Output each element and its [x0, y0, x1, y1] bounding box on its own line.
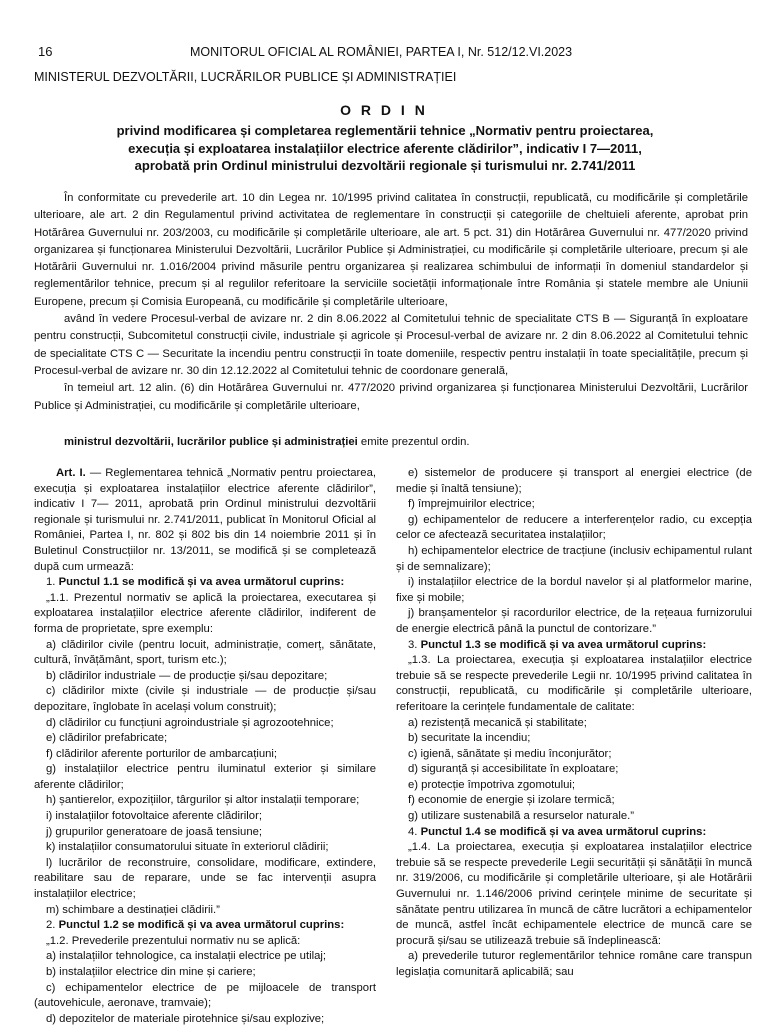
list-item: g) echipamentelor de reducere a interferențelor radio, cu excepția celor ce afectează securitatea instalațiilor;: [396, 513, 752, 542]
list-item: g) utilizare sustenabilă a resurselor naturale.”: [408, 810, 635, 823]
list-item: f) economie de energie și izolare termică;: [408, 794, 615, 807]
list-item: e) clădirilor prefabricate;: [46, 732, 168, 745]
list-item: c) echipamentelor electrice de pe mijloacele de transport (autovehicule, aeronave, tramvaie);: [34, 981, 376, 1010]
point-heading: [34, 918, 376, 934]
list-item: e) sistemelor de producere și transport al energiei electrice (de medie și înaltă tensiune);: [396, 467, 752, 495]
list-item: f) clădirilor aferente porturilor de ambarcațiuni;: [46, 747, 278, 760]
list-item: j) branșamentelor și racordurilor electrice, de la rețeaua furnizorului de energie electrică până la punctul de contorizare.”: [396, 607, 752, 635]
preamble: [34, 190, 748, 415]
list-item: b) clădirilor industriale — de producție și/sau depozitare;: [46, 669, 328, 682]
issuing-text: emite prezentul ordin.: [357, 436, 470, 448]
point-heading-text: Punctul 1.1 se modifică și va avea următorul cuprins:: [58, 576, 345, 589]
preamble-paragraph: În conformitate cu prevederile art. 10 din Legea nr. 10/1995 privind calitatea în construcții, republicată, cu modificările și completările ulterioare, ale art. 2 din Regulamentul privind activitatea de reglementare în construcții și categoriile de cheltuieli aferente, aprobat prin Hotărârea Guvernului nr. 203/2003, cu modificările și completările ulterioare, ale art. 5 pct. 31) din Hotărârea Guvernului nr. 477/2020 privind organizarea și funcționarea Ministerului Dezvoltării, Lucrărilor Publice și Administrației, cu modificările și completările ulterioare, precum și ale Hotărârii Guvernului nr. 1.016/2004 privind măsurile pentru organizarea și realizarea schimbului de informații în domeniul standardelor și reglementărilor tehnice, precum și al regulilor referitoare la serviciile societății informaționale între România și statele membre ale Uniunii Europene, precum și Comisia Europeană, cu modificările și completările ulterioare,: [34, 192, 748, 308]
list-item: a) rezistență mecanică și stabilitate;: [408, 716, 587, 729]
page-number: 16: [38, 44, 53, 59]
right-column: [396, 466, 752, 981]
point-number: 3.: [408, 638, 421, 651]
item-list: [396, 466, 752, 638]
item-list: [396, 716, 752, 825]
list-item: d) depozitelor de materiale pirotehnice și/sau explozive;: [46, 1012, 325, 1025]
point-number: 2.: [46, 919, 59, 932]
list-item: a) clădirilor civile (pentru locuit, administrație, comerț, sănătate, cultură, învățământ, sport, turism etc.);: [34, 638, 376, 667]
list-item: h) șantierelor, expozițiilor, târgurilor și altor instalații temporare;: [46, 794, 360, 807]
list-item: b) securitate la incendiu;: [408, 732, 531, 745]
list-item: c) clădirilor mixte (civile și industriale — de producție și/sau depozitare, înglobate în același volum construit);: [34, 685, 376, 713]
point-heading: [396, 825, 752, 841]
item-list: [34, 638, 376, 919]
list-item: d) siguranță și accesibilitate în exploatare;: [408, 763, 619, 776]
subtitle-line: aprobată prin Ordinul ministrului dezvoltării regionale și turismului nr. 2.741/2011: [134, 158, 636, 173]
item-list: [396, 949, 752, 980]
list-item: e) protecție împotriva zgomotului;: [408, 778, 576, 791]
list-item: j) grupurilor generatoare de joasă tensiune;: [46, 825, 263, 838]
list-item: d) clădirilor cu funcțiuni agroindustriale și agrozootehnice;: [46, 716, 334, 729]
list-item: i) instalațiilor fotovoltaice aferente clădirilor;: [46, 810, 262, 823]
document-subtitle: [40, 122, 730, 175]
list-item: l) lucrărilor de reconstruire, consolidare, modificare, extindere, reabilitare sau de reparare, unde se fac intervenții asupra instalațiilor electrice;: [34, 856, 376, 901]
item-list: [34, 949, 376, 1027]
article-text: — Reglementarea tehnică „Normativ pentru proiectarea, execuția și exploatarea instalațiilor electrice aferente clădirilor”, indicativ I 7— 2011, aprobată prin Ordinul ministrului dezvoltării regionale și turismului nr. 2.741/2011, publicat în Monitorul Oficial al României, Partea I, nr. 802 și 802 bis din 14 noiembrie 2011 și în Buletinul Construcțiilor nr. 13/2011, se modifică și se completează după cum urmează:: [34, 467, 376, 573]
subtitle-line: privind modificarea și completarea reglementării tehnice „Normativ pentru proiectarea,: [116, 123, 654, 138]
point-heading: [34, 575, 376, 591]
list-item: i) instalațiilor electrice de la bordul navelor și al platformelor marine, fixe și mobile;: [396, 576, 752, 604]
ministry-name: MINISTERUL DEZVOLTĂRII, LUCRĂRILOR PUBLICE ȘI ADMINISTRAȚIEI: [34, 70, 457, 84]
list-item: a) prevederile tuturor reglementărilor tehnice române care transpun legislația comunitară aplicabilă; sau: [396, 950, 752, 978]
point-heading-text: Punctul 1.4 se modifică și va avea următorul cuprins:: [420, 825, 707, 838]
quote-paragraph: „1.2. Prevederile prezentului normativ nu se aplică:: [46, 934, 301, 947]
list-item: m) schimbare a destinației clădirii.”: [46, 903, 220, 916]
preamble-paragraph: în temeiul art. 12 alin. (6) din Hotărârea Guvernului nr. 477/2020 privind organizarea și funcționarea Ministerului Dezvoltării, Lucrărilor Publice și Administrației, cu modificările și completările ulterioare,: [34, 382, 748, 412]
point-heading-text: Punctul 1.3 se modifică și va avea următorul cuprins:: [420, 638, 707, 651]
list-item: b) instalațiilor electrice din mine și cariere;: [46, 966, 256, 978]
subtitle-line: execuția și exploatarea instalațiilor electrice aferente clădirilor”, indicativ I 7—2011,: [128, 140, 642, 156]
list-item: h) echipamentelor electrice de tracțiune (inclusiv echipamentul rulant și de semnalizare);: [396, 544, 752, 573]
point-heading-text: Punctul 1.2 se modifică și va avea următorul cuprins:: [58, 919, 345, 932]
list-item: k) instalațiilor consumatorului situate în exteriorul clădirii;: [46, 841, 329, 854]
point-number: 1.: [46, 576, 59, 589]
article-label: Art. I.: [56, 467, 86, 479]
quote-paragraph: „1.1. Prezentul normativ se aplică la proiectarea, executarea și exploatarea instalațiilor electrice aferente clădirilor, indiferent de forma de proprietate, spre exemplu:: [34, 591, 376, 635]
left-column: [34, 466, 376, 1027]
article-paragraph: [34, 466, 376, 575]
preamble-paragraph: având în vedere Procesul-verbal de avizare nr. 2 din 8.06.2022 al Comitetului tehnic de specialitate CTS B — Siguranță în exploatare pentru construcții, Subcomitetul construcții civile, industriale și agricole și Procesul-verbal de avizare nr. 2 din 8.06.2022 al Comitetului tehnic de specialitate CTS C — Securitate la incendiu pentru construcții în toate domeniile, respectiv pentru instalații în toate specialitățile, precum și Procesul-verbal de avizare nr. 30 din 12.12.2022 al Comitetului tehnic de coordonare generală,: [34, 313, 748, 377]
list-item: g) instalațiilor electrice pentru iluminatul exterior și similare aferente clădirilor;: [34, 763, 376, 791]
list-item: f) împrejmuirilor electrice;: [408, 498, 535, 511]
issuing-authority: ministrul dezvoltării, lucrărilor publice și administrației: [64, 436, 358, 448]
list-item: a) instalațiilor tehnologice, ca instalații electrice pe utilaj;: [46, 950, 327, 963]
quote-paragraph: „1.3. La proiectarea, execuția și exploatarea instalațiilor electrice trebuie să se respecte prevederile Legii nr. 10/1995 privind calitatea în construcții, republicată, cu modificările și completările ulterioare, referitoare la cerințele fundamentale de calitate:: [396, 654, 752, 713]
document-title: O R D I N: [340, 102, 428, 118]
list-item: c) igienă, sănătate și mediu înconjurător;: [408, 747, 612, 760]
publication-header: MONITORUL OFICIAL AL ROMÂNIEI, PARTEA I, Nr. 512/12.VI.2023: [190, 45, 573, 59]
issuing-statement: [64, 436, 470, 448]
point-number: 4.: [408, 825, 421, 838]
quote-paragraph: „1.4. La proiectarea, execuția și exploatarea instalațiilor electrice trebuie să se respecte prevederile Legii securității și sănătății în muncă nr. 319/2006, cu modificările și completările ulterioare, și ale Hotărârii Guvernului nr. 1.146/2006 privind cerințele minime de securitate și sănătate pentru utilizarea în muncă de către lucrători a echipamentelor de muncă, astfel încât echipamentele electrice de muncă care se procură și/sau se utilizează trebuie să îndeplinească:: [396, 841, 752, 947]
point-heading: [396, 638, 752, 654]
